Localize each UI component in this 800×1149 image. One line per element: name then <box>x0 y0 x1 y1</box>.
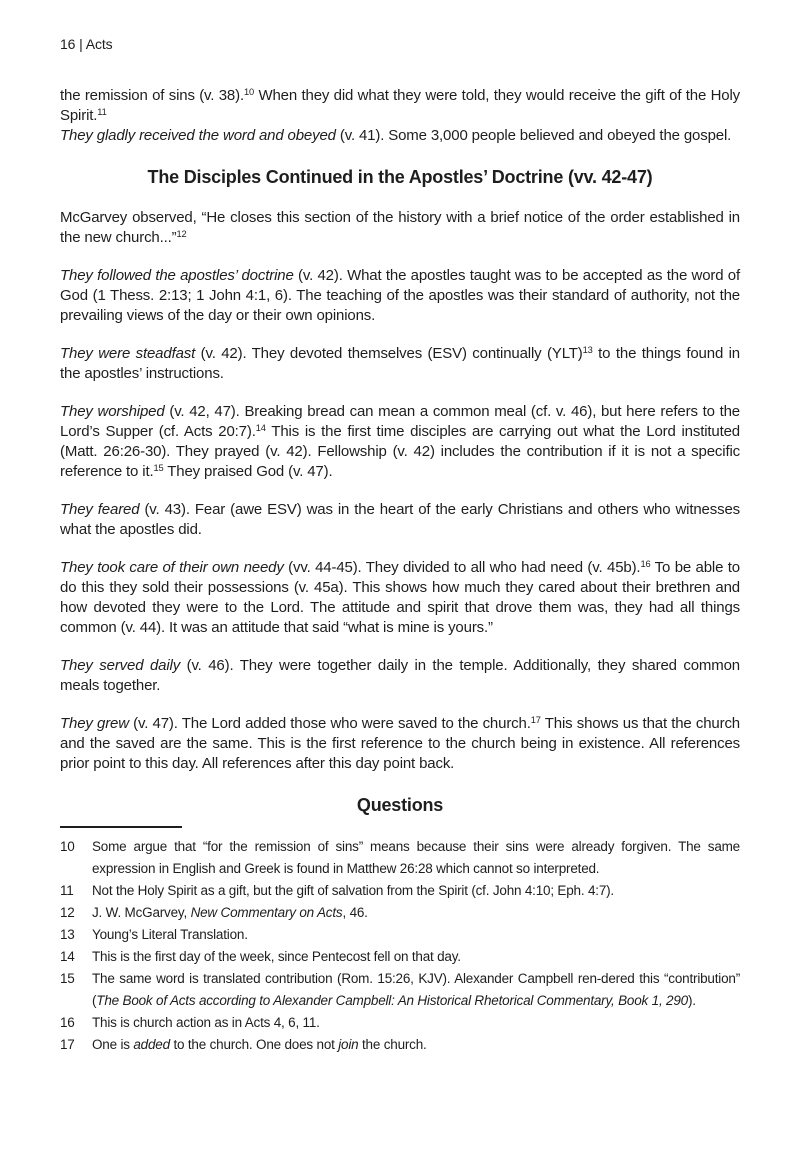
body-text: This shows us that the church and the saved are the same. This is the first reference to the church being in existence. All references prior point to this day. All references after this day point back. <box>60 715 740 772</box>
footnote-number: 13 <box>60 927 75 942</box>
page-content <box>0 52 800 1056</box>
footnote-ref-11: 11 <box>97 107 107 118</box>
italic-lead: They feared <box>60 501 140 518</box>
body-text: This is the first time disciples are carrying out what the Lord instituted (Matt. 26:26-30). They prayed (v. 42). Fellowship (v. 42) includes the contribution if it is not a specific reference to it. <box>60 423 741 480</box>
footnotes-section <box>60 836 740 1056</box>
paragraph-remission-of-sins <box>60 86 740 126</box>
footnote-16 <box>60 1012 740 1034</box>
page-number-title: 16 | Acts <box>60 36 113 52</box>
body-text: to the things found in the apostles’ instructions. <box>60 345 740 382</box>
body-text: (v. 47). The Lord added those who were saved to the church. <box>128 715 531 732</box>
footnote-17 <box>60 1034 740 1056</box>
footnote-body: Some argue that “for the remission of sins” means because their sins were already forgiven. The same expression in English and Greek is found in Matthew 26:28 which cannot so interpreted. <box>92 839 740 876</box>
paragraph-feared <box>60 500 740 540</box>
page-header <box>0 0 800 52</box>
paragraph-gladly-received <box>60 126 740 146</box>
footnote-text <box>92 968 740 1012</box>
body-text: When they did what they were told, they would receive the gift of the Holy Spirit. <box>60 87 740 124</box>
footnote-ref-14: 14 <box>255 423 266 434</box>
footnote-body: This is the first day of the week, since Pentecost fell on that day. <box>92 949 461 964</box>
body-text: They praised God (v. 47). <box>163 463 333 480</box>
footnote-body: to the church. One does not <box>169 1037 339 1052</box>
footnote-divider <box>60 826 182 828</box>
footnote-ref-10: 10 <box>244 87 255 98</box>
footnote-ref-15: 15 <box>153 463 164 474</box>
footnote-number: 17 <box>60 1037 75 1052</box>
paragraph-worshiped <box>60 402 740 482</box>
body-text: (v. 42). They devoted themselves (ESV) continually (YLT) <box>195 345 583 362</box>
footnote-italic-word: join <box>338 1037 359 1052</box>
footnote-body: , 46. <box>342 905 368 920</box>
footnote-italic-word: added <box>133 1037 170 1052</box>
footnote-text <box>92 880 740 902</box>
paragraph-mcgarvey <box>60 208 740 248</box>
footnote-11 <box>60 880 740 902</box>
paragraph-took-care-needy <box>60 558 740 638</box>
italic-lead: They grew <box>60 715 129 732</box>
footnote-body: The same word is translated contribution (Rom. 15:26, KJV). Alexander Campbell ren-dered this “contribution” ( <box>92 971 740 1008</box>
footnote-text <box>92 902 740 924</box>
footnote-book-title: New Commentary on Acts <box>190 905 343 920</box>
body-text: McGarvey observed, “He closes this section of the history with a brief notice of the order established in the new church...” <box>60 209 740 246</box>
body-text: (vv. 44-45). They divided to all who had need (v. 45b). <box>283 559 641 576</box>
body-text: To be able to do this they sold their possessions (v. 45a). This shows how much they cared about their brethren and how devoted they were to the Lord. The attitude and spirit that drove them was, they had all things common (v. 44). It was an attitude that said “what is mine is yours.” <box>60 559 740 636</box>
body-text: (v. 43). Fear (awe ESV) was in the heart of the early Christians and others who witnesses what the apostles did. <box>60 501 740 538</box>
footnote-number: 12 <box>60 905 75 920</box>
footnote-body: This is church action as in Acts 4, 6, 11. <box>92 1015 320 1030</box>
italic-lead: They served daily <box>60 657 181 674</box>
footnote-body: Not the Holy Spirit as a gift, but the gift of salvation from the Spirit (cf. John 4:10; Eph. 4:7). <box>92 883 614 898</box>
section-heading-doctrine: The Disciples Continued in the Apostles’ Doctrine (vv. 42-47) <box>147 167 653 187</box>
body-text: (v. 41). Some 3,000 people believed and obeyed the gospel. <box>335 127 732 144</box>
italic-lead: They worshiped <box>60 403 165 420</box>
italic-lead: They followed the apostles’ doctrine <box>60 267 294 284</box>
footnote-text <box>92 836 740 880</box>
footnote-12 <box>60 902 740 924</box>
footnote-number: 11 <box>60 883 74 898</box>
footnote-ref-17: 17 <box>530 715 541 726</box>
italic-lead: They were steadfast <box>60 345 196 362</box>
paragraph-served-daily <box>60 656 740 696</box>
footnote-number: 15 <box>60 971 75 986</box>
footnote-text <box>92 1012 740 1034</box>
footnote-number: 14 <box>60 949 75 964</box>
footnote-10 <box>60 836 740 880</box>
italic-lead: They took care of their own needy <box>60 559 284 576</box>
italic-lead: They gladly received the word and obeyed <box>60 127 336 144</box>
footnote-text <box>92 946 740 968</box>
footnote-number: 16 <box>60 1015 75 1030</box>
footnote-book-title: The Book of Acts according to Alexander Campbell: An Historical Rhetorical Commentary, Book 1, 290 <box>96 993 688 1008</box>
body-text: (v. 46). They were together daily in the temple. Additionally, they shared common meals together. <box>60 657 740 694</box>
body-text: the remission of sins (v. 38). <box>60 87 244 104</box>
footnote-ref-13: 13 <box>582 345 593 356</box>
footnote-body: J. W. McGarvey, <box>92 905 191 920</box>
footnote-body: the church. <box>358 1037 427 1052</box>
body-text: (v. 42). What the apostles taught was to be accepted as the word of God (1 Thess. 2:13; 1 John 4:1, 6). The teaching of the apostles was their standard of authority, not the prevailing views of the day or their own opinions. <box>60 267 740 324</box>
footnote-ref-12: 12 <box>176 229 187 240</box>
paragraph-steadfast <box>60 344 740 384</box>
footnote-ref-16: 16 <box>640 559 651 570</box>
paragraph-grew <box>60 714 740 774</box>
footnote-body: ). <box>687 993 696 1008</box>
footnote-text <box>92 924 740 946</box>
questions-heading: Questions <box>356 795 444 815</box>
paragraph-followed-doctrine <box>60 266 740 326</box>
footnote-body: One is <box>92 1037 134 1052</box>
footnote-body: Young’s Literal Translation. <box>92 927 248 942</box>
body-text: (v. 42, 47). Breaking bread can mean a common meal (cf. v. 46), but here refers to the Lord’s Supper (cf. Acts 20:7). <box>60 403 740 440</box>
footnote-15 <box>60 968 740 1012</box>
footnote-14 <box>60 946 740 968</box>
footnote-number: 10 <box>60 839 75 854</box>
footnote-text <box>92 1034 740 1056</box>
footnote-13 <box>60 924 740 946</box>
